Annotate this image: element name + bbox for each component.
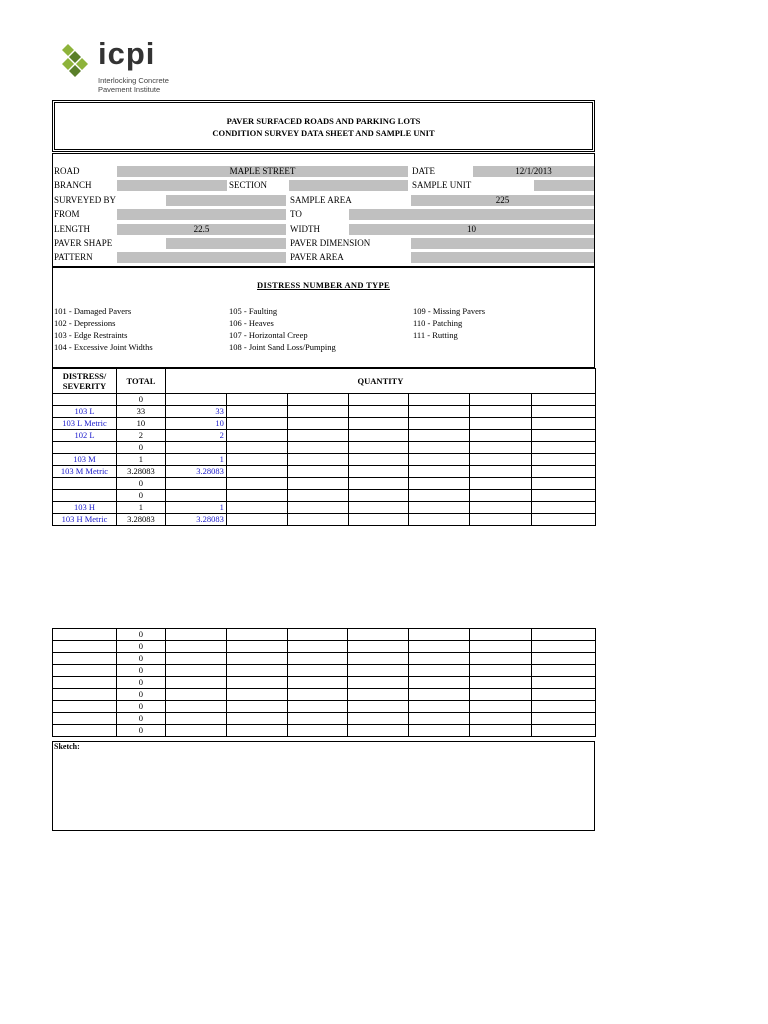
quantity-cell[interactable] <box>532 502 596 514</box>
quantity-cell[interactable] <box>470 478 532 490</box>
quantity-cell[interactable] <box>470 629 532 641</box>
quantity-table <box>52 368 596 526</box>
quantity-cell[interactable] <box>409 677 470 689</box>
quantity-cell[interactable] <box>532 514 596 526</box>
quantity-cell[interactable] <box>532 725 596 737</box>
quantity-cell[interactable] <box>348 430 409 442</box>
sample-area-label: SAMPLE AREA <box>290 195 352 205</box>
quantity-cell[interactable] <box>287 394 348 406</box>
distress-item: 104 - Excessive Joint Widths <box>54 342 153 352</box>
quantity-cell[interactable] <box>532 689 596 701</box>
table-row <box>53 677 596 689</box>
quantity-cell[interactable] <box>409 502 470 514</box>
quantity-cell[interactable] <box>532 641 596 653</box>
quantity-cell[interactable] <box>470 394 532 406</box>
from-field[interactable] <box>117 209 286 221</box>
quantity-cell[interactable] <box>532 701 596 713</box>
table-row <box>53 514 596 526</box>
date-label: DATE <box>412 166 435 176</box>
surveyed-by-label: SURVEYED BY <box>54 195 117 205</box>
quantity-cell[interactable] <box>409 725 470 737</box>
distress-item: 106 - Heaves <box>229 318 274 328</box>
quantity-cell[interactable] <box>348 641 409 653</box>
distress-item: 109 - Missing Pavers <box>413 306 486 316</box>
pattern-field[interactable] <box>117 252 286 264</box>
severity-cell[interactable] <box>53 641 117 653</box>
quantity-cell[interactable] <box>409 418 470 430</box>
width-field[interactable]: 10 <box>349 224 594 236</box>
severity-cell[interactable] <box>53 677 117 689</box>
distress-item: 108 - Joint Sand Loss/Pumping <box>229 342 336 352</box>
severity-cell[interactable]: 103 M <box>53 454 117 466</box>
quantity-header: QUANTITY <box>165 369 595 394</box>
quantity-cell[interactable] <box>532 677 596 689</box>
quantity-cell[interactable] <box>532 629 596 641</box>
quantity-cell[interactable] <box>165 689 226 701</box>
severity-cell[interactable] <box>53 478 117 490</box>
road-label: ROAD <box>54 166 80 176</box>
distress-item: 105 - Faulting <box>229 306 278 316</box>
table-row <box>53 725 596 737</box>
quantity-cell[interactable] <box>287 466 348 478</box>
quantity-cell[interactable] <box>409 394 470 406</box>
sketch-area[interactable] <box>52 741 595 831</box>
severity-cell[interactable]: 103 H <box>53 502 117 514</box>
quantity-cell[interactable] <box>348 701 409 713</box>
quantity-cell[interactable]: 2 <box>165 430 226 442</box>
quantity-cell[interactable] <box>532 418 596 430</box>
quantity-cell[interactable] <box>532 454 596 466</box>
quantity-cell[interactable] <box>165 394 226 406</box>
branch-field[interactable] <box>117 180 227 192</box>
quantity-cell[interactable] <box>165 629 226 641</box>
icpi-logo-icon <box>58 40 92 80</box>
quantity-cell[interactable] <box>226 406 287 418</box>
quantity-cell[interactable] <box>226 725 287 737</box>
table-row <box>53 701 596 713</box>
quantity-cell[interactable]: 1 <box>165 454 226 466</box>
quantity-cell[interactable] <box>532 490 596 502</box>
quantity-cell[interactable] <box>348 725 409 737</box>
total-cell: 0 <box>116 629 165 641</box>
quantity-cell[interactable] <box>226 490 287 502</box>
quantity-cell[interactable] <box>470 514 532 526</box>
quantity-cell[interactable] <box>287 665 348 677</box>
total-cell: 2 <box>116 430 165 442</box>
quantity-cell[interactable] <box>409 466 470 478</box>
total-cell: 1 <box>116 502 165 514</box>
sketch-label: Sketch: <box>54 742 80 751</box>
quantity-cell[interactable] <box>165 725 226 737</box>
severity-cell[interactable] <box>53 689 117 701</box>
quantity-cell[interactable] <box>532 394 596 406</box>
table-row <box>53 430 596 442</box>
sample-area-field[interactable]: 225 <box>411 195 594 207</box>
quantity-cell[interactable] <box>409 629 470 641</box>
quantity-cell[interactable] <box>348 514 409 526</box>
quantity-cell[interactable]: 3.28083 <box>165 466 226 478</box>
quantity-cell[interactable] <box>287 502 348 514</box>
table-row <box>53 442 596 454</box>
sample-unit-field[interactable] <box>534 180 594 192</box>
quantity-cell[interactable] <box>532 665 596 677</box>
quantity-cell[interactable] <box>348 478 409 490</box>
quantity-cell[interactable] <box>470 689 532 701</box>
quantity-cell[interactable] <box>287 490 348 502</box>
paver-shape-label: PAVER SHAPE <box>54 238 113 248</box>
quantity-cell[interactable] <box>226 514 287 526</box>
severity-cell[interactable]: 102 L <box>53 430 117 442</box>
total-cell: 0 <box>116 490 165 502</box>
quantity-cell[interactable] <box>287 454 348 466</box>
quantity-cell[interactable] <box>409 665 470 677</box>
quantity-cell[interactable] <box>165 641 226 653</box>
quantity-cell[interactable] <box>409 490 470 502</box>
total-cell: 3.28083 <box>116 514 165 526</box>
to-field[interactable] <box>349 209 594 221</box>
date-field[interactable]: 12/1/2013 <box>473 166 594 178</box>
distress-item: 103 - Edge Restraints <box>54 330 128 340</box>
quantity-cell[interactable] <box>348 442 409 454</box>
quantity-cell[interactable] <box>287 653 348 665</box>
table-row <box>53 689 596 701</box>
table-row <box>53 406 596 418</box>
quantity-cell[interactable] <box>226 430 287 442</box>
distress-item: 102 - Depressions <box>54 318 116 328</box>
quantity-cell[interactable] <box>348 466 409 478</box>
quantity-cell[interactable] <box>532 442 596 454</box>
quantity-cell[interactable] <box>409 442 470 454</box>
table-row <box>53 394 596 406</box>
severity-cell[interactable] <box>53 629 117 641</box>
quantity-cell[interactable] <box>470 713 532 725</box>
quantity-cell[interactable] <box>226 394 287 406</box>
quantity-cell[interactable] <box>532 406 596 418</box>
severity-cell[interactable] <box>53 442 117 454</box>
quantity-cell[interactable] <box>532 653 596 665</box>
quantity-cell[interactable] <box>348 713 409 725</box>
severity-cell[interactable] <box>53 713 117 725</box>
quantity-cell[interactable] <box>226 466 287 478</box>
table-row <box>53 665 596 677</box>
quantity-cell[interactable] <box>165 653 226 665</box>
quantity-cell[interactable] <box>287 514 348 526</box>
quantity-cell[interactable] <box>165 490 226 502</box>
quantity-cell[interactable] <box>348 653 409 665</box>
severity-cell[interactable]: 103 L Metric <box>53 418 117 430</box>
quantity-cell[interactable] <box>226 478 287 490</box>
info-section <box>52 153 595 267</box>
sample-unit-label: SAMPLE UNIT <box>412 180 472 190</box>
quantity-cell[interactable] <box>348 502 409 514</box>
quantity-cell[interactable] <box>165 478 226 490</box>
quantity-cell[interactable] <box>348 677 409 689</box>
quantity-cell[interactable] <box>470 502 532 514</box>
distress-title: DISTRESS NUMBER AND TYPE <box>257 280 390 290</box>
total-cell: 0 <box>116 394 165 406</box>
quantity-cell[interactable] <box>409 478 470 490</box>
quantity-cell[interactable] <box>287 677 348 689</box>
quantity-cell[interactable] <box>287 701 348 713</box>
total-cell: 0 <box>116 641 165 653</box>
quantity-cell[interactable] <box>226 641 287 653</box>
quantity-cell[interactable] <box>165 701 226 713</box>
quantity-cell[interactable] <box>348 454 409 466</box>
total-header: TOTAL <box>116 369 165 394</box>
quantity-cell[interactable] <box>470 641 532 653</box>
total-cell: 33 <box>116 406 165 418</box>
branch-label: BRANCH <box>54 180 92 190</box>
quantity-cell[interactable] <box>226 442 287 454</box>
quantity-cell[interactable] <box>348 418 409 430</box>
length-label: LENGTH <box>54 224 90 234</box>
quantity-cell[interactable] <box>165 665 226 677</box>
quantity-cell[interactable] <box>409 701 470 713</box>
quantity-cell[interactable] <box>165 713 226 725</box>
quantity-cell[interactable] <box>287 418 348 430</box>
quantity-cell[interactable] <box>470 725 532 737</box>
severity-cell[interactable] <box>53 394 117 406</box>
total-cell: 0 <box>116 653 165 665</box>
quantity-cell[interactable]: 33 <box>165 406 226 418</box>
quantity-cell[interactable] <box>470 701 532 713</box>
quantity-cell[interactable] <box>226 701 287 713</box>
table-row <box>53 629 596 641</box>
quantity-cell[interactable] <box>470 454 532 466</box>
severity-cell[interactable] <box>53 701 117 713</box>
quantity-cell[interactable] <box>287 713 348 725</box>
quantity-cell[interactable] <box>348 490 409 502</box>
quantity-cell[interactable] <box>409 641 470 653</box>
distress-item: 111 - Rutting <box>413 330 458 340</box>
quantity-cell[interactable] <box>470 490 532 502</box>
total-cell: 0 <box>116 665 165 677</box>
paver-dimension-field[interactable] <box>411 238 594 250</box>
distress-item: 107 - Horizontal Creep <box>229 330 308 340</box>
quantity-cell[interactable] <box>409 653 470 665</box>
paver-shape-field[interactable] <box>166 238 286 250</box>
from-label: FROM <box>54 209 80 219</box>
quantity-cell[interactable] <box>348 406 409 418</box>
quantity-cell[interactable] <box>226 418 287 430</box>
quantity-cell[interactable] <box>409 689 470 701</box>
quantity-cell[interactable] <box>287 689 348 701</box>
quantity-cell[interactable] <box>532 713 596 725</box>
total-cell: 0 <box>116 689 165 701</box>
severity-cell[interactable] <box>53 490 117 502</box>
quantity-cell[interactable] <box>470 418 532 430</box>
distress-item: 110 - Patching <box>413 318 463 328</box>
paver-area-label: PAVER AREA <box>290 252 344 262</box>
total-cell: 1 <box>116 454 165 466</box>
quantity-cell[interactable] <box>287 430 348 442</box>
quantity-cell[interactable] <box>348 394 409 406</box>
severity-cell[interactable] <box>53 665 117 677</box>
total-cell: 0 <box>116 701 165 713</box>
table-row <box>53 641 596 653</box>
quantity-cell[interactable] <box>287 478 348 490</box>
severity-cell[interactable]: 103 H Metric <box>53 514 117 526</box>
quantity-cell[interactable] <box>226 454 287 466</box>
table-row <box>53 713 596 725</box>
quantity-cell[interactable] <box>287 629 348 641</box>
distress-types-section <box>52 267 595 368</box>
road-field[interactable]: MAPLE STREET <box>117 166 408 178</box>
section-field[interactable] <box>289 180 408 192</box>
quantity-cell[interactable] <box>287 406 348 418</box>
sheet-title: PAVER SURFACED ROADS AND PARKING LOTS CONDITION SURVEY DATA SHEET AND SAMPLE UNIT <box>52 100 595 152</box>
width-label: WIDTH <box>290 224 320 234</box>
quantity-cell[interactable] <box>348 689 409 701</box>
quantity-cell[interactable]: 10 <box>165 418 226 430</box>
total-cell: 0 <box>116 677 165 689</box>
quantity-cell[interactable] <box>348 629 409 641</box>
quantity-cell[interactable] <box>348 665 409 677</box>
quantity-cell[interactable] <box>287 725 348 737</box>
table-row <box>53 490 596 502</box>
total-cell: 0 <box>116 478 165 490</box>
quantity-cell[interactable] <box>470 430 532 442</box>
quantity-cell[interactable]: 3.28083 <box>165 514 226 526</box>
paver-dimension-label: PAVER DIMENSION <box>290 238 371 248</box>
severity-cell[interactable] <box>53 653 117 665</box>
quantity-cell[interactable] <box>226 665 287 677</box>
distress-item: 101 - Damaged Pavers <box>54 306 132 316</box>
quantity-cell[interactable] <box>470 406 532 418</box>
quantity-cell[interactable]: 1 <box>165 502 226 514</box>
total-cell: 0 <box>116 725 165 737</box>
quantity-cell[interactable] <box>409 713 470 725</box>
length-field[interactable]: 22.5 <box>117 224 286 236</box>
quantity-cell[interactable] <box>532 478 596 490</box>
table-row <box>53 418 596 430</box>
quantity-cell[interactable] <box>226 677 287 689</box>
total-cell: 0 <box>116 713 165 725</box>
quantity-cell[interactable] <box>165 677 226 689</box>
quantity-cell[interactable] <box>532 430 596 442</box>
icpi-logo <box>58 38 188 98</box>
quantity-cell[interactable] <box>470 677 532 689</box>
quantity-cell[interactable] <box>409 430 470 442</box>
surveyed-by-field[interactable] <box>166 195 286 207</box>
quantity-cell[interactable] <box>226 653 287 665</box>
section-label: SECTION <box>229 180 267 190</box>
logo-subtitle: Interlocking Concrete Pavement Institute <box>98 76 169 94</box>
quantity-cell[interactable] <box>409 514 470 526</box>
paver-area-field[interactable] <box>411 252 594 264</box>
quantity-cell[interactable] <box>226 502 287 514</box>
table-row <box>53 502 596 514</box>
quantity-cell[interactable] <box>287 641 348 653</box>
total-cell: 3.28083 <box>116 466 165 478</box>
quantity-cell[interactable] <box>226 629 287 641</box>
distress-severity-header: DISTRESS/ SEVERITY <box>53 369 117 394</box>
table-row <box>53 653 596 665</box>
quantity-cell[interactable] <box>470 665 532 677</box>
quantity-cell[interactable] <box>470 466 532 478</box>
severity-cell[interactable]: 103 L <box>53 406 117 418</box>
quantity-cell[interactable] <box>470 653 532 665</box>
severity-cell[interactable] <box>53 725 117 737</box>
pattern-label: PATTERN <box>54 252 93 262</box>
severity-cell[interactable]: 103 M Metric <box>53 466 117 478</box>
quantity-cell[interactable] <box>409 454 470 466</box>
quantity-cell[interactable] <box>226 689 287 701</box>
quantity-cell[interactable] <box>532 466 596 478</box>
quantity-cell[interactable] <box>470 442 532 454</box>
total-cell: 10 <box>116 418 165 430</box>
quantity-cell[interactable] <box>165 442 226 454</box>
table-row <box>53 466 596 478</box>
logo-wordmark: icpi <box>98 36 156 71</box>
quantity-table-continued <box>52 628 596 737</box>
quantity-cell[interactable] <box>409 406 470 418</box>
table-row <box>53 478 596 490</box>
to-label: TO <box>290 209 302 219</box>
quantity-cell[interactable] <box>226 713 287 725</box>
quantity-cell[interactable] <box>287 442 348 454</box>
table-row <box>53 454 596 466</box>
total-cell: 0 <box>116 442 165 454</box>
